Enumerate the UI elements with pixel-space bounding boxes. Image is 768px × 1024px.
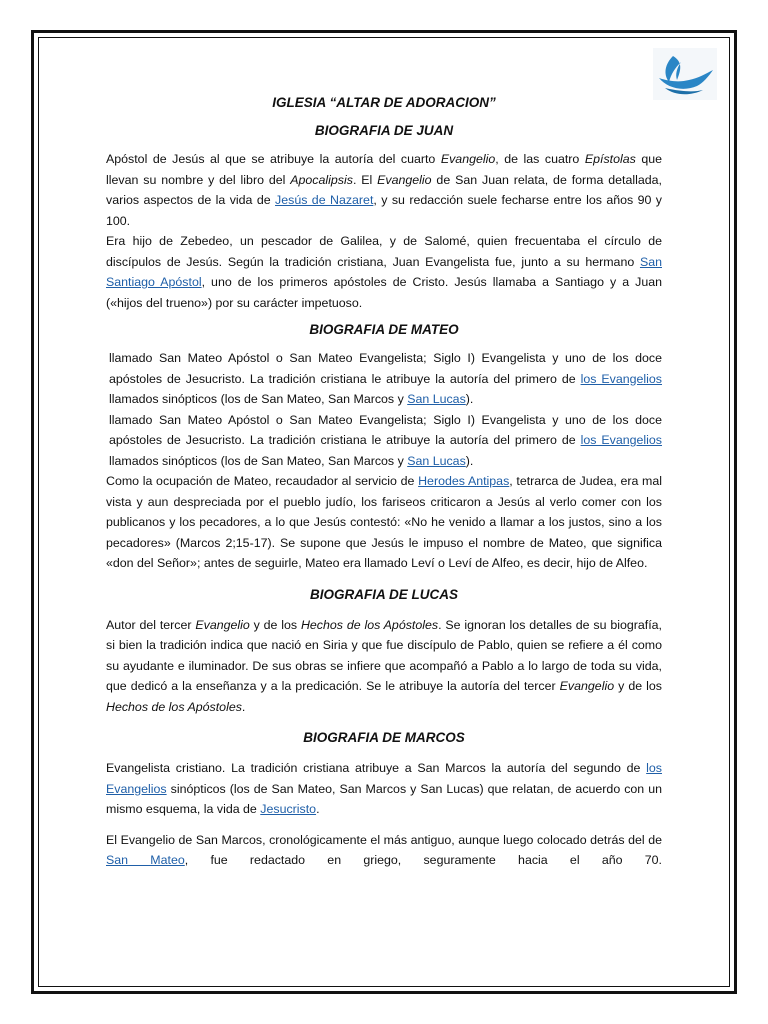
section-title-marcos: BIOGRAFIA DE MARCOS	[303, 730, 465, 745]
text-run: El Evangelio de San Marcos, cronológicamente el más antiguo, aunque luego colocado detrás del de	[106, 832, 662, 847]
italic-run: Evangelio	[377, 172, 432, 187]
text-run: Apóstol de Jesús al que se atribuye la autoría del cuarto	[106, 152, 441, 166]
link-san-lucas[interactable]: San Lucas	[407, 392, 466, 406]
italic-run: Apocalipsis	[290, 172, 353, 187]
italic-run: Hechos de los Apóstoles	[106, 699, 242, 714]
italic-run: Evangelio	[559, 679, 615, 693]
text-run: Evangelista cristiano. La tradición cristiana atribuye a San Marcos la autoría del segundo de	[106, 761, 647, 775]
text-run: , tetrarca de Judea, era mal vista y aun despreciada por el pueblo judío, los fariseos criticaron a Jesús al verlo comer con los publicanos y los pecadores, a lo que Jesús contestó: «No he venido a llamar a los justos, sino a los pecadores» (Marcos 2;15-17). Se supone que Jesús le impuso el nombre de Mateo, que significa «don del Señor»; antes de seguirle, Mateo era llamado Leví o Leví de Alfeo, es decir, hijo de Alfeo.	[106, 474, 662, 570]
link-los-evangelios[interactable]: los Evangelios	[580, 433, 662, 447]
link-san-santiago-apostol[interactable]: San Santiago Apóstol	[106, 254, 662, 289]
text-run: llamado San Mateo Apóstol o San Mateo Evangelista; Siglo I) Evangelista y uno de los doce apóstoles de Jesucristo. La tradición cristiana le atribuye la autoría del primero de	[109, 412, 662, 447]
text-run: . El	[352, 172, 378, 187]
text-run: sinópticos (los de San Mateo, San Marcos y San Lucas) que relatan, de acuerdo con un mismo esquema, la vida de	[106, 781, 662, 816]
section-title-lucas: BIOGRAFIA DE LUCAS	[310, 586, 458, 602]
italic-run: Epístolas	[584, 152, 636, 166]
church-title: IGLESIA “ALTAR DE ADORACION”	[272, 95, 496, 110]
text-run: y de los	[249, 617, 301, 632]
italic-run: Evangelio	[440, 152, 496, 166]
link-jesucristo[interactable]: Jesucristo	[260, 802, 317, 816]
italic-run: Hechos de los Apóstoles	[300, 617, 439, 632]
text-run: , fue redactado en griego, seguramente hacia el año 70.	[184, 853, 662, 867]
text-run: . Se ignoran los detalles de su biografía, si bien la tradición indica que nació en Siria y que fue discípulo de Pablo, quien se refiere a él como su ayudante e iluminador. De sus obras se infiere que acompañó a Pablo a lo largo de toda su vida, que dedicó a la enseñanza y a la predicación. Se le atribuye la autoría del tercer	[106, 617, 663, 693]
paragraph-marcos-2	[106, 830, 662, 871]
text-run: .	[241, 699, 246, 714]
link-san-mateo[interactable]: San Mateo	[106, 853, 185, 867]
text-run: ).	[465, 453, 474, 468]
text-run: y de los	[614, 679, 662, 693]
hands-flame-logo-icon	[653, 48, 717, 100]
text-run: , y su redacción suele fecharse entre los años 90 y 100.	[106, 193, 662, 228]
document-body	[106, 92, 662, 871]
text-run: .	[316, 802, 320, 816]
text-run: llamados sinópticos (los de San Mateo, San Marcos y	[109, 392, 408, 406]
text-run: Autor del tercer	[106, 617, 196, 632]
text-run: llamados sinópticos (los de San Mateo, San Marcos y	[109, 453, 408, 468]
link-herodes-antipas[interactable]: Herodes Antipas	[418, 474, 510, 488]
text-run: que llevan su nombre y del libro del	[106, 152, 663, 187]
link-los-evangelios[interactable]: los Evangelios	[106, 761, 662, 796]
link-san-lucas[interactable]: San Lucas	[407, 453, 466, 468]
paragraph-mateo-3	[106, 471, 662, 574]
section-title-juan: BIOGRAFIA DE JUAN	[314, 123, 454, 138]
text-run: ).	[465, 392, 474, 406]
text-run: , uno de los primeros apóstoles de Cristo. Jesús llamaba a Santiago y a Juan («hijos del trueno») por su carácter impetuoso.	[106, 275, 662, 310]
paragraph-mateo-1	[106, 348, 662, 410]
link-jesus-de-nazaret[interactable]: Jesús de Nazaret	[275, 193, 374, 207]
link-los-evangelios[interactable]: los Evangelios	[580, 371, 662, 386]
text-run: Era hijo de Zebedeo, un pescador de Galilea, y de Salomé, quien frecuentaba el círculo de discípulos de Jesús. Según la tradición cristiana, Juan Evangelista fue, junto a su hermano	[106, 234, 662, 269]
text-run: llamado San Mateo Apóstol o San Mateo Evangelista; Siglo I) Evangelista y uno de los doce apóstoles de Jesucristo. La tradición cristiana le atribuye la autoría del primero de	[109, 351, 662, 386]
text-run: , de las cuatro	[495, 152, 585, 166]
text-run: de San Juan relata, de forma detallada, varios aspectos de la vida de	[106, 172, 662, 207]
section-title-mateo: BIOGRAFIA DE MATEO	[309, 322, 459, 337]
paragraph-mateo-2	[106, 410, 662, 472]
paragraph-marcos-1	[106, 758, 662, 820]
paragraph-juan-2	[106, 231, 662, 313]
paragraph-lucas-1	[106, 615, 662, 718]
italic-run: Evangelio	[195, 617, 250, 632]
paragraph-juan-1	[106, 149, 662, 231]
text-run: Como la ocupación de Mateo, recaudador al servicio de	[106, 474, 419, 488]
